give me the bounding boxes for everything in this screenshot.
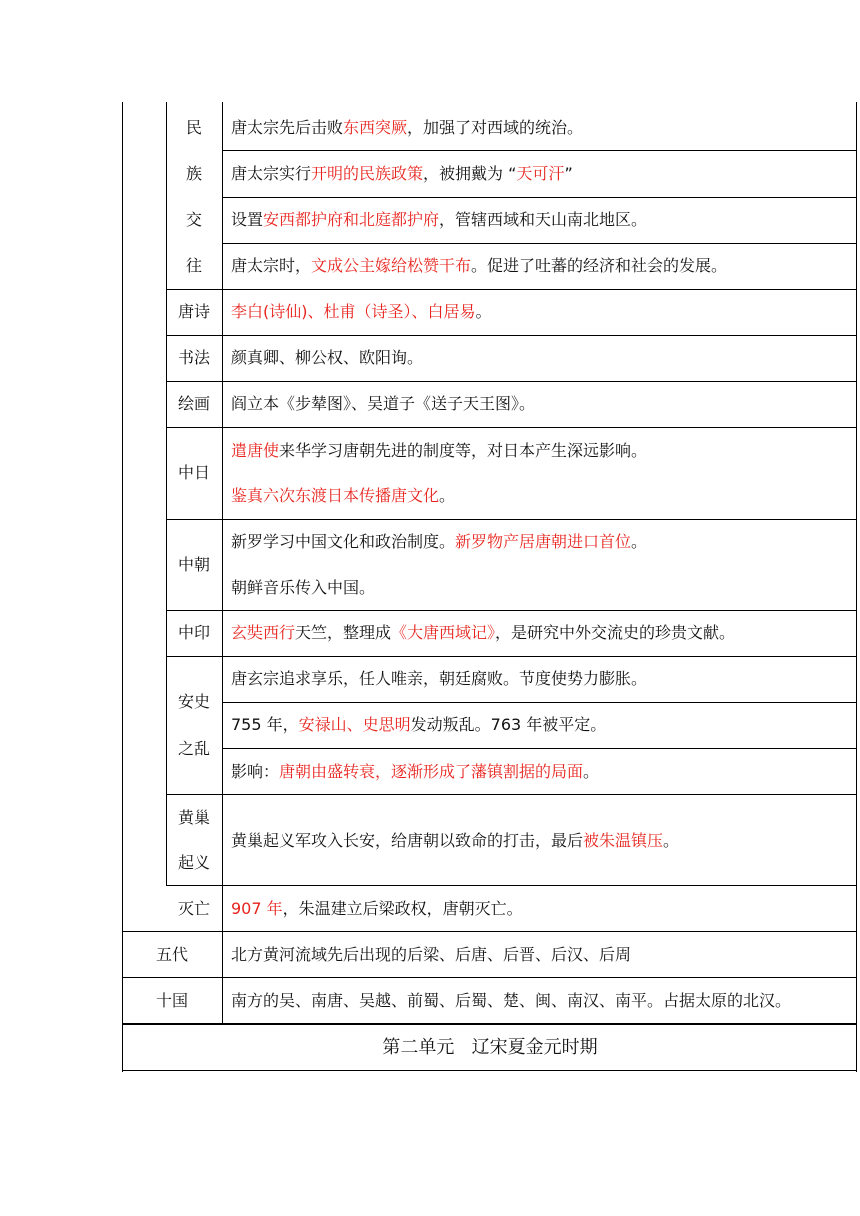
label-zhongchao: 中朝 [177,555,210,574]
plain-text: ，被拥戴为 “ [423,164,517,183]
row-line [166,427,857,428]
highlight-text: 唐朝由盛转衰，逐渐形成了藩镇割据的局面 [279,762,584,781]
label-minzu-4: 往 [185,256,202,275]
table-border-right [856,102,857,1072]
plain-text: 天竺，整理成 [295,623,392,642]
highlight-text: 文成公主嫁给松赞干布 [311,256,472,275]
label-minzu-1: 民 [185,118,202,137]
row-text [231,578,375,598]
row-line [222,702,857,703]
plain-text: 新罗学习中国文化和政治制度。 [231,532,456,551]
row-line [122,977,857,978]
row-line [222,150,857,151]
plain-text: 颜真卿、柳公权、欧阳询。 [231,348,424,367]
row-text [231,532,647,552]
highlight-text: 907 年 [231,899,283,918]
plain-text: 来华学习唐朝先进的制度等，对日本产生深远影响。 [279,441,648,460]
row-line [166,335,857,336]
shiguo-text: 南方的吴、南唐、吴越、前蜀、后蜀、楚、闽、南汉、南平。占据太原的北汉。 [231,991,792,1010]
plain-text: 唐太宗实行 [231,164,312,183]
plain-text: 设置 [231,210,264,229]
row-text [231,256,727,276]
label-anshi-2: 之乱 [177,739,210,758]
label-huangchao-1: 黄巢 [177,808,210,827]
plain-text: 。 [439,486,456,505]
label-huangchao-2: 起义 [177,853,210,872]
row-line [166,794,857,795]
label-anshi-1: 安史 [177,692,210,711]
label-huihua: 绘画 [177,394,210,413]
row-line [166,519,857,520]
row-text [231,164,573,184]
label-tangshi: 唐诗 [177,302,210,321]
plain-text: 黄巢起义军攻入长安，给唐朝以致命的打击，最后 [231,831,584,850]
plain-text: 。 [583,762,600,781]
plain-text: 阎立本《步辇图》、吴道子《送子天王图》。 [231,394,536,413]
row-line [122,931,857,932]
row-line [166,656,857,657]
plain-text: 唐太宗先后击败 [231,118,344,137]
highlight-text: 天可汗 [516,164,565,183]
plain-text: 影响： [231,762,280,781]
row-text [231,210,647,230]
highlight-text: 开明的民族政策 [311,164,424,183]
plain-text: 。 [663,831,680,850]
row-text [231,715,606,735]
highlight-text: 李白(诗仙)、杜甫（诗圣）、白居易 [231,302,476,321]
plain-text: 发动叛乱。763 年被平定。 [410,715,607,734]
row-line [166,610,857,611]
plain-text: 755 年， [231,715,299,734]
highlight-text: 玄奘西行 [231,623,296,642]
label-minzu-2: 族 [185,164,202,183]
plain-text: ，是研究中外交流史的珍贵文献。 [495,623,736,642]
row-text [231,831,679,851]
row-text [231,118,583,138]
row-line [222,197,857,198]
highlight-text: 安禄山、史思明 [298,715,411,734]
plain-text: 唐玄宗追求享乐，任人唯亲，朝廷腐败。节度使势力膨胀。 [231,669,648,688]
row-text [231,623,735,643]
highlight-text: 鉴真六次东渡日本传播唐文化 [231,486,440,505]
label-miewang: 灭亡 [177,899,210,918]
row-text [231,762,599,782]
plain-text: ，加强了对西域的统治。 [407,118,584,137]
highlight-text: 遣唐使 [231,441,280,460]
unit-title: 第二单元 辽宋夏金元时期 [382,1037,598,1058]
row-text [231,394,535,414]
highlight-text: 新罗物产居唐朝进口首位 [455,532,632,551]
plain-text: 。 [475,302,492,321]
row-text [231,348,423,368]
plain-text: 朝鲜音乐传入中国。 [231,578,376,597]
label-shiguo: 十国 [155,991,188,1010]
row-text [231,899,523,919]
table-border-bottom [122,1070,857,1071]
history-table [122,102,858,1072]
highlight-text: 安西都护府和北庭都护府 [263,210,440,229]
wudai-text: 北方黄河流域先后出现的后梁、后唐、后晋、后汉、后周 [231,945,632,964]
label-zhongyin: 中印 [177,623,210,642]
plain-text: ” [564,164,573,183]
row-line [222,748,857,749]
row-line [222,243,857,244]
row-text [231,302,492,322]
row-text [231,669,647,689]
plain-text: 。 [631,532,648,551]
highlight-text: 被朱温镇压 [583,831,664,850]
plain-text: ，管辖西域和天山南北地区。 [439,210,648,229]
highlight-text: 东西突厥 [343,118,408,137]
highlight-text: 《大唐西域记》 [391,623,496,642]
row-line [166,885,857,886]
label-zhongri: 中日 [177,463,210,482]
label-minzu-3: 交 [185,210,202,229]
row-text [231,486,455,506]
table-border-left [122,102,123,1072]
row-text [231,441,647,461]
plain-text: ，朱温建立后梁政权，唐朝灭亡。 [282,899,523,918]
label-wudai: 五代 [155,945,188,964]
plain-text: 唐太宗时， [231,256,312,275]
row-line [166,289,857,290]
row-line [166,381,857,382]
label-shufa: 书法 [177,348,210,367]
plain-text: 。促进了吐蕃的经济和社会的发展。 [471,256,728,275]
row-line [122,1023,857,1025]
